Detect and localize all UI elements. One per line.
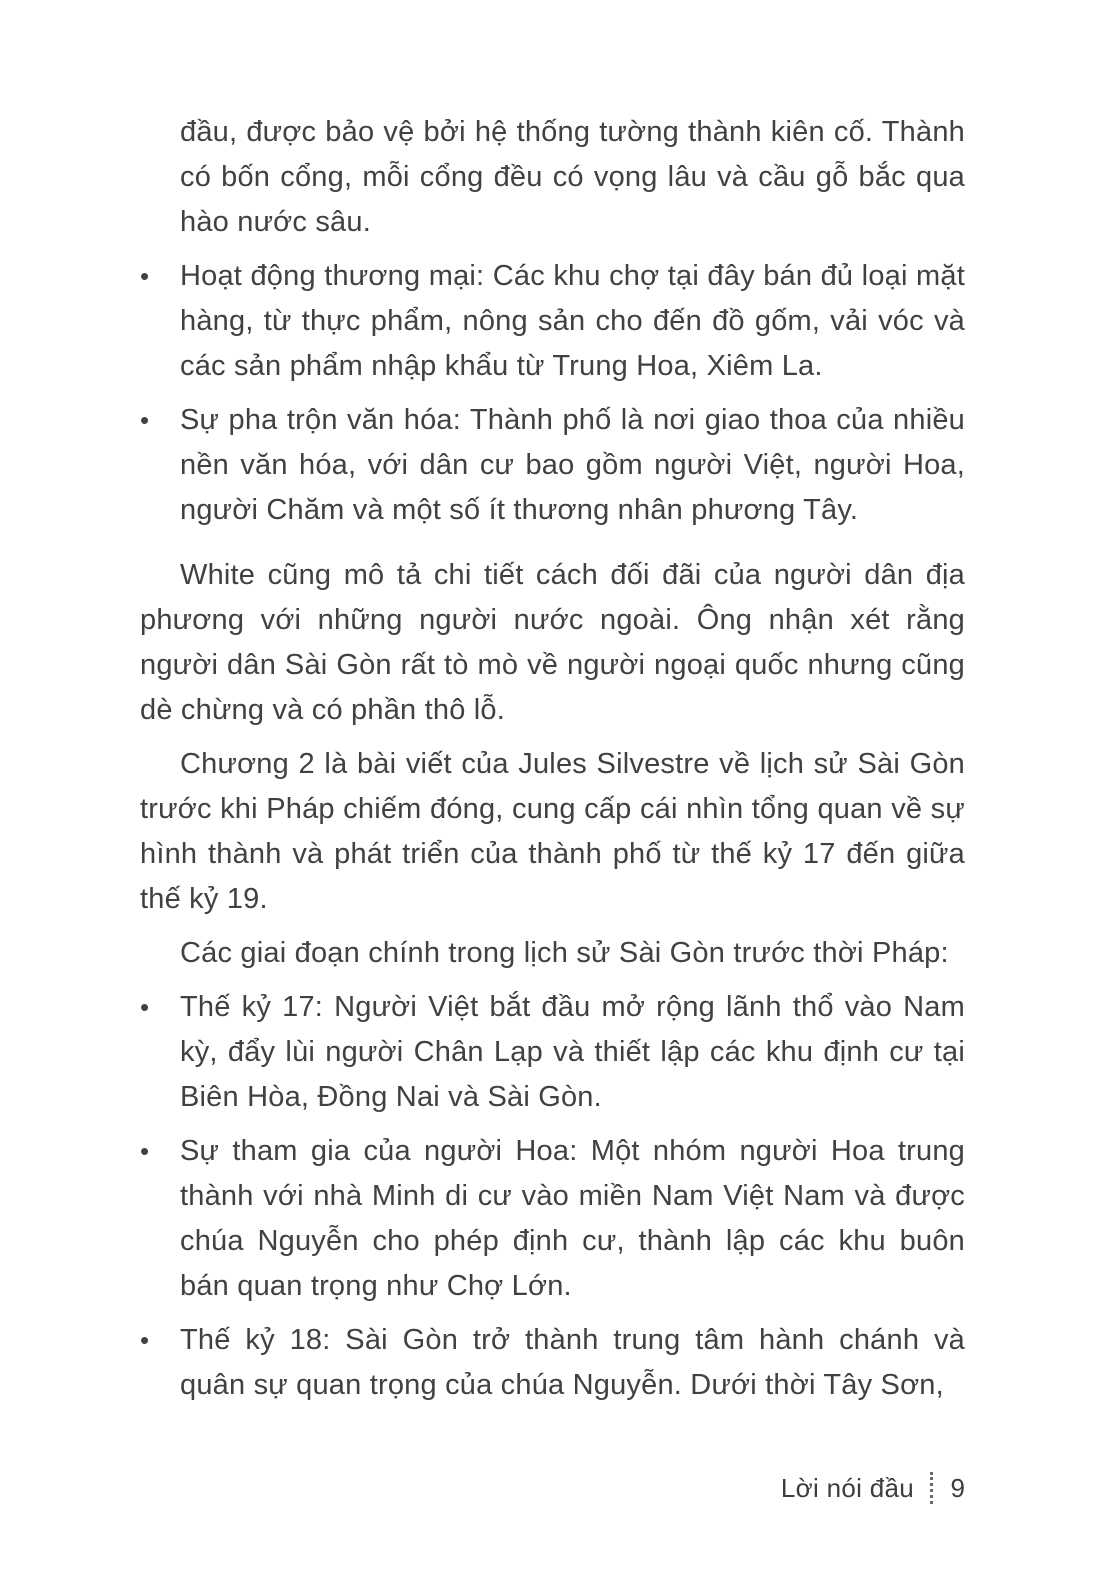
footer-page-number: 9 [950,1472,965,1503]
bullet-marker: • [140,261,150,291]
content [140,110,965,1417]
bullet-marker: • [140,1136,150,1166]
bullet-text: Sự pha trộn văn hóa: Thành phố là nơi giao thoa của nhiều nền văn hóa, với dân cư bao gồm người Việt, người Hoa, người Chăm và một số ít thương nhân phương Tây. [180,404,965,526]
paragraph: Các giai đoạn chính trong lịch sử Sài Gòn trước thời Pháp: [180,937,949,969]
bullet-text: Thế kỷ 18: Sài Gòn trở thành trung tâm hành chánh và quân sự quan trọng của chúa Nguyễn. Dưới thời Tây Sơn, [180,1324,965,1401]
footer [781,1472,965,1504]
bullet-text: Sự tham gia của người Hoa: Một nhóm người Hoa trung thành với nhà Minh di cư vào miền Nam Việt Nam và được chúa Nguyễn cho phép định cư, thành lập các khu buôn bán quan trọng như Chợ Lớn. [180,1135,965,1302]
bullet-item [140,254,965,389]
bullet-marker: • [140,405,150,435]
continuation-paragraph: đầu, được bảo vệ bởi hệ thống tường thành kiên cố. Thành có bốn cổng, mỗi cổng đều có vọng lâu và cầu gỗ bắc qua hào nước sâu. [180,116,965,238]
bullet-text: Thế kỷ 17: Người Việt bắt đầu mở rộng lãnh thổ vào Nam kỳ, đẩy lùi người Chân Lạp và thiết lập các khu định cư tại Biên Hòa, Đồng Nai và Sài Gòn. [180,991,965,1113]
bullet-item [140,1318,965,1408]
bullet-text: Hoạt động thương mại: Các khu chợ tại đây bán đủ loại mặt hàng, từ thực phẩm, nông sản cho đến đồ gốm, vải vóc và các sản phẩm nhập khẩu từ Trung Hoa, Xiêm La. [180,260,965,382]
footer-section-label: Lời nói đầu [780,1472,914,1503]
footer-divider [930,1472,933,1504]
bullet-item [140,985,965,1120]
bullet-marker: • [140,1325,150,1355]
bullet-marker: • [140,992,150,1022]
bullet-item [140,398,965,533]
bullet-item [140,1129,965,1309]
paragraph: Chương 2 là bài viết của Jules Silvestre về lịch sử Sài Gòn trước khi Pháp chiếm đóng, cung cấp cái nhìn tổng quan về sự hình thành và phát triển của thành phố từ thế kỷ 17 đến giữa thế kỷ 19. [140,748,965,915]
paragraph: White cũng mô tả chi tiết cách đối đãi của người dân địa phương với những người nước ngoài. Ông nhận xét rằng người dân Sài Gòn rất tò mò về người ngoại quốc nhưng cũng dè chừng và có phần thô lỗ. [140,559,965,726]
